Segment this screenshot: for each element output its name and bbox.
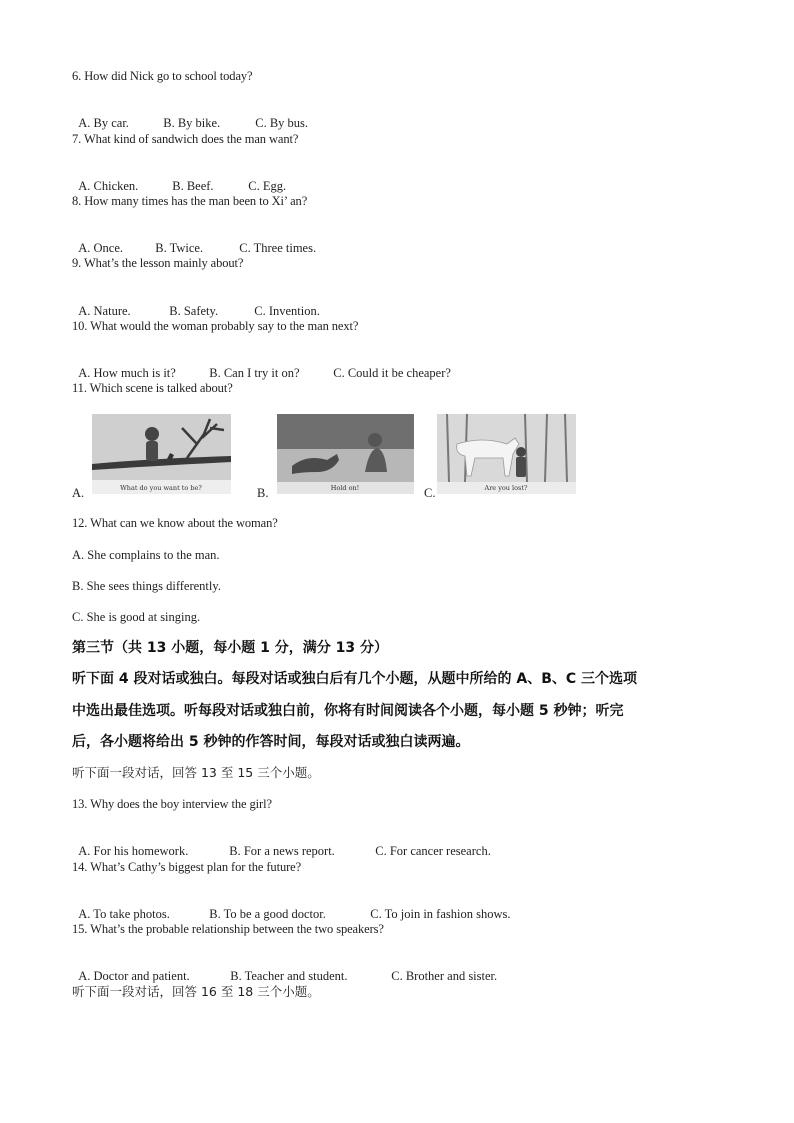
question-10: 10. What would the woman probably say to the man next? (72, 319, 359, 333)
options-14 (72, 890, 510, 922)
option-b: B. Can I try it on? (209, 366, 300, 380)
option-a: A. Doctor and patient. (78, 969, 190, 983)
option-b: B. Teacher and student. (230, 969, 348, 983)
option-b: B. To be a good doctor. (209, 907, 326, 921)
question-7: 7. What kind of sandwich does the man want? (72, 132, 299, 146)
option-b: B. She sees things differently. (72, 579, 221, 593)
options-6 (72, 99, 308, 131)
option-b: B. Beef. (172, 179, 214, 193)
option-c: C. Could it be cheaper? (333, 366, 451, 380)
caption-a: What do you want to be? (120, 484, 202, 492)
option-c: C. By bus. (255, 116, 309, 130)
option-b: B. Twice. (155, 241, 204, 255)
option-a: A. By car. (78, 116, 129, 130)
option-c: C. She is good at singing. (72, 610, 201, 624)
image-label-c: C. (424, 486, 436, 500)
question-11: 11. Which scene is talked about? (72, 381, 233, 395)
question-12: 12. What can we know about the woman? (72, 516, 278, 530)
question-15: 15. What’s the probable relationship between the two speakers? (72, 922, 384, 936)
option-a: A. She complains to the man. (72, 548, 220, 562)
image-label-a: A. (72, 486, 85, 500)
options-13 (72, 827, 491, 859)
options-9 (72, 287, 320, 319)
option-c: C. For cancer research. (375, 844, 491, 858)
options-8 (72, 224, 316, 256)
boy-and-horse-picture (437, 414, 576, 494)
option-a: A. For his homework. (78, 844, 189, 858)
question-13: 13. Why does the boy interview the girl? (72, 797, 272, 811)
question-14: 14. What’s Cathy’s biggest plan for the future? (72, 860, 302, 874)
option-a: A. Once. (78, 241, 124, 255)
dialogue-note-13-15: 听下面一段对话，回答 13 至 15 三个小题。 (72, 765, 320, 780)
boy-and-fox-picture (277, 414, 414, 494)
option-b: B. For a news report. (229, 844, 335, 858)
option-a: A. How much is it? (78, 366, 176, 380)
question-8: 8. How many times has the man been to Xi’ an? (72, 194, 308, 208)
option-c: C. Brother and sister. (391, 969, 498, 983)
option-c: C. To join in fashion shows. (370, 907, 511, 921)
option-a: A. To take photos. (78, 907, 170, 921)
option-c: C. Egg. (248, 179, 287, 193)
caption-c: Are you lost? (484, 484, 528, 492)
instruction-line-3: 后，各小题将给出 5 秒钟的作答时间，每段对话或独白读两遍。 (72, 734, 470, 750)
question-6: 6. How did Nick go to school today? (72, 69, 253, 83)
options-10 (72, 349, 451, 381)
instruction-line-1: 听下面 4 段对话或独白。每段对话或独白后有几个小题，从题中所给的 A、B、C 三个选项 (72, 671, 638, 687)
image-label-b: B. (257, 486, 269, 500)
section-heading: 第三节（共 13 小题，每小题 1 分，满分 13 分） (72, 640, 388, 656)
options-15 (72, 952, 497, 984)
option-b: B. By bike. (163, 116, 221, 130)
option-a: A. Nature. (78, 304, 131, 318)
question-9: 9. What’s the lesson mainly about? (72, 256, 244, 270)
option-c: C. Three times. (239, 241, 317, 255)
boy-on-tree-branch-picture (92, 414, 231, 494)
caption-b: Hold on! (330, 484, 360, 492)
option-c: C. Invention. (254, 304, 320, 318)
option-a: A. Chicken. (78, 179, 139, 193)
options-7 (72, 162, 286, 194)
option-b: B. Safety. (169, 304, 219, 318)
instruction-line-2: 中选出最佳选项。听每段对话或独白前，你将有时间阅读各个小题，每小题 5 秒钟；听完 (72, 703, 624, 719)
dialogue-note-16-18: 听下面一段对话，回答 16 至 18 三个小题。 (72, 984, 320, 999)
